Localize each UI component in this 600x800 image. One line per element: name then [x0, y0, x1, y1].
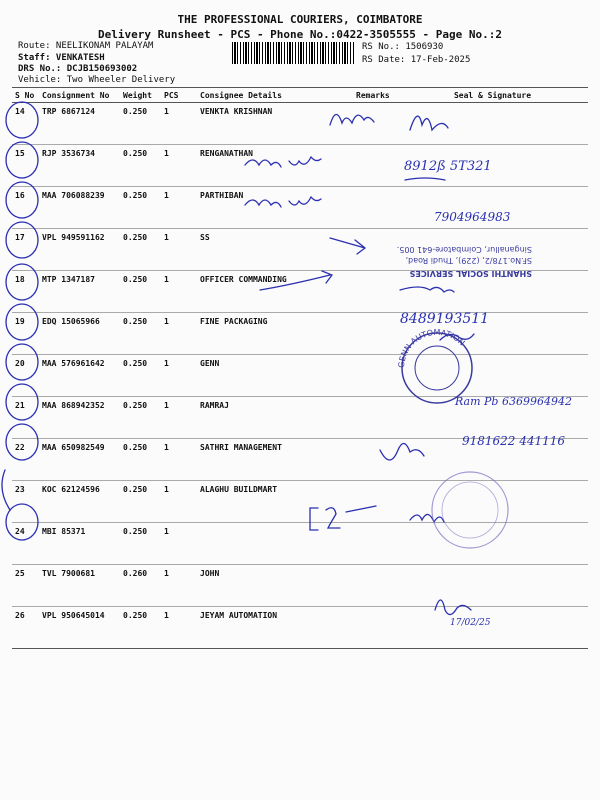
cell-weight: 0.250: [120, 103, 161, 145]
staff-label: Staff: VENKATESH: [18, 53, 105, 63]
cell-weight: 0.250: [120, 187, 161, 229]
cell-pcs: 1: [161, 397, 197, 439]
vehicle-label: Vehicle: Two Wheeler Delivery: [18, 75, 176, 85]
table-row: [12, 355, 588, 397]
col-remarks: Remarks: [353, 88, 397, 103]
cell-remarks: [353, 565, 397, 607]
cell-pcs: 1: [161, 103, 197, 145]
rs-date: RS Date: 17-Feb-2025: [362, 55, 471, 65]
table-header-row: [12, 88, 588, 103]
table-row: [12, 565, 588, 607]
cell-sno: 21: [12, 397, 39, 439]
col-weight: Weight: [120, 88, 161, 103]
cell-signature: [397, 397, 588, 439]
cell-consignment: VPL 950645014: [39, 607, 120, 649]
table-row: [12, 145, 588, 187]
cell-signature: [397, 103, 588, 145]
cell-remarks: [353, 271, 397, 313]
cell-pcs: 1: [161, 187, 197, 229]
col-signature: Seal & Signature: [397, 88, 588, 103]
cell-consignee: RAMRAJ: [197, 397, 353, 439]
svg-text:GENN AUTOMATION: GENN AUTOMATION: [396, 327, 467, 369]
table-row: [12, 607, 588, 649]
svg-text:SHANTHI SOCIAL SERVICES: SHANTHI SOCIAL SERVICES: [409, 269, 532, 278]
table-row: [12, 271, 588, 313]
cell-consignee: PARTHIBAN: [197, 187, 353, 229]
cell-signature: [397, 355, 588, 397]
cell-pcs: 1: [161, 355, 197, 397]
cell-consignment: VPL 949591162: [39, 229, 120, 271]
cell-consignee: OFFICER COMMANDING: [197, 271, 353, 313]
cell-weight: 0.250: [120, 607, 161, 649]
cell-signature: [397, 481, 588, 523]
cell-weight: 0.250: [120, 397, 161, 439]
cell-consignment: KOC 62124596: [39, 481, 120, 523]
cell-pcs: 1: [161, 271, 197, 313]
cell-weight: 0.250: [120, 523, 161, 565]
cell-consignee: ALAGHU BUILDMART: [197, 481, 353, 523]
cell-pcs: 1: [161, 145, 197, 187]
cell-consignee: RENGANATHAN: [197, 145, 353, 187]
cell-pcs: 1: [161, 607, 197, 649]
cell-signature: [397, 607, 588, 649]
cell-weight: 0.250: [120, 229, 161, 271]
cell-remarks: [353, 523, 397, 565]
cell-pcs: 1: [161, 439, 197, 481]
cell-signature: [397, 187, 588, 229]
cell-remarks: [353, 103, 397, 145]
cell-consignee: SATHRI MANAGEMENT: [197, 439, 353, 481]
col-consignment: Consignment No: [39, 88, 120, 103]
col-pcs: PCS: [161, 88, 197, 103]
cell-consignment: TRP 6867124: [39, 103, 120, 145]
cell-pcs: 1: [161, 229, 197, 271]
barcode: [232, 42, 354, 64]
cell-sno: 14: [12, 103, 39, 145]
cell-remarks: [353, 355, 397, 397]
route-label: Route: NEELIKONAM PALAYAM: [18, 41, 154, 51]
cell-signature: [397, 271, 588, 313]
cell-sno: 17: [12, 229, 39, 271]
cell-consignment: RJP 3536734: [39, 145, 120, 187]
cell-sno: 20: [12, 355, 39, 397]
cell-sno: 26: [12, 607, 39, 649]
cell-signature: [397, 439, 588, 481]
handwritten-row19: 8489193511: [400, 311, 490, 327]
cell-remarks: [353, 313, 397, 355]
company-title: THE PROFESSIONAL COURIERS, COIMBATORE: [177, 13, 423, 26]
cell-remarks: [353, 229, 397, 271]
cell-sno: 24: [12, 523, 39, 565]
cell-signature: [397, 145, 588, 187]
table-body: [12, 103, 588, 649]
cell-sno: 19: [12, 313, 39, 355]
cell-consignment: MTP 1347187: [39, 271, 120, 313]
cell-consignee: VENKTA KRISHNAN: [197, 103, 353, 145]
cell-remarks: [353, 607, 397, 649]
table-row: [12, 229, 588, 271]
cell-weight: 0.250: [120, 439, 161, 481]
cell-consignment: MAA 576961642: [39, 355, 120, 397]
cell-remarks: [353, 397, 397, 439]
cell-consignment: EDQ 15065966: [39, 313, 120, 355]
cell-signature: [397, 523, 588, 565]
drs-number: DRS No.: DCJB150693002: [18, 64, 138, 74]
cell-pcs: 1: [161, 313, 197, 355]
col-sno: S No: [12, 88, 39, 103]
handwritten-date: 17/02/25: [450, 618, 491, 628]
cell-consignment: MAA 650982549: [39, 439, 120, 481]
cell-remarks: [353, 439, 397, 481]
cell-sno: 16: [12, 187, 39, 229]
cell-consignee: SS: [197, 229, 353, 271]
handwritten-row15: 8912ß 5T321: [404, 159, 492, 174]
cell-consignment: MAA 706088239: [39, 187, 120, 229]
cell-consignee: JOHN: [197, 565, 353, 607]
cell-pcs: 1: [161, 565, 197, 607]
cell-consignee: [197, 523, 353, 565]
cell-consignee: FINE PACKAGING: [197, 313, 353, 355]
handwritten-row21: Ram Pb 6369964942: [455, 395, 572, 408]
cell-pcs: 1: [161, 523, 197, 565]
cell-weight: 0.250: [120, 481, 161, 523]
cell-sno: 22: [12, 439, 39, 481]
cell-weight: 0.250: [120, 145, 161, 187]
cell-consignment: TVL 7900681: [39, 565, 120, 607]
table-row: [12, 313, 588, 355]
cell-weight: 0.250: [120, 355, 161, 397]
table-row: [12, 523, 588, 565]
cell-sno: 25: [12, 565, 39, 607]
table-row: [12, 187, 588, 229]
cell-consignment: MAA 868942352: [39, 397, 120, 439]
cell-sno: 15: [12, 145, 39, 187]
cell-weight: 0.250: [120, 271, 161, 313]
cell-consignment: MBI 85371: [39, 523, 120, 565]
cell-consignee: JEYAM AUTOMATION: [197, 607, 353, 649]
shanthi-address: SF.No.178/2, (229), Thudi Road, Singanallur, Coimbatore-641 005.: [396, 245, 532, 265]
cell-weight: 0.260: [120, 565, 161, 607]
runsheet-table: [12, 87, 588, 649]
cell-signature: [397, 229, 588, 271]
handwritten-row22: 9181622 441116: [462, 434, 566, 448]
table-row: [12, 481, 588, 523]
handwritten-row17: 7904964983: [434, 210, 511, 224]
cell-weight: 0.250: [120, 313, 161, 355]
rs-number: RS No.: 1506930: [362, 42, 444, 52]
cell-signature: [397, 313, 588, 355]
table-row: [12, 439, 588, 481]
cell-remarks: [353, 481, 397, 523]
cell-sno: 23: [12, 481, 39, 523]
table-row: [12, 103, 588, 145]
cell-signature: [397, 565, 588, 607]
cell-remarks: [353, 187, 397, 229]
cell-consignee: GENN: [197, 355, 353, 397]
cell-pcs: 1: [161, 481, 197, 523]
cell-remarks: [353, 145, 397, 187]
cell-sno: 18: [12, 271, 39, 313]
table-row: [12, 397, 588, 439]
runsheet-subtitle: Delivery Runsheet - PCS - Phone No.:0422-3505555 - Page No.:2: [98, 28, 502, 41]
col-consignee: Consignee Details: [197, 88, 353, 103]
